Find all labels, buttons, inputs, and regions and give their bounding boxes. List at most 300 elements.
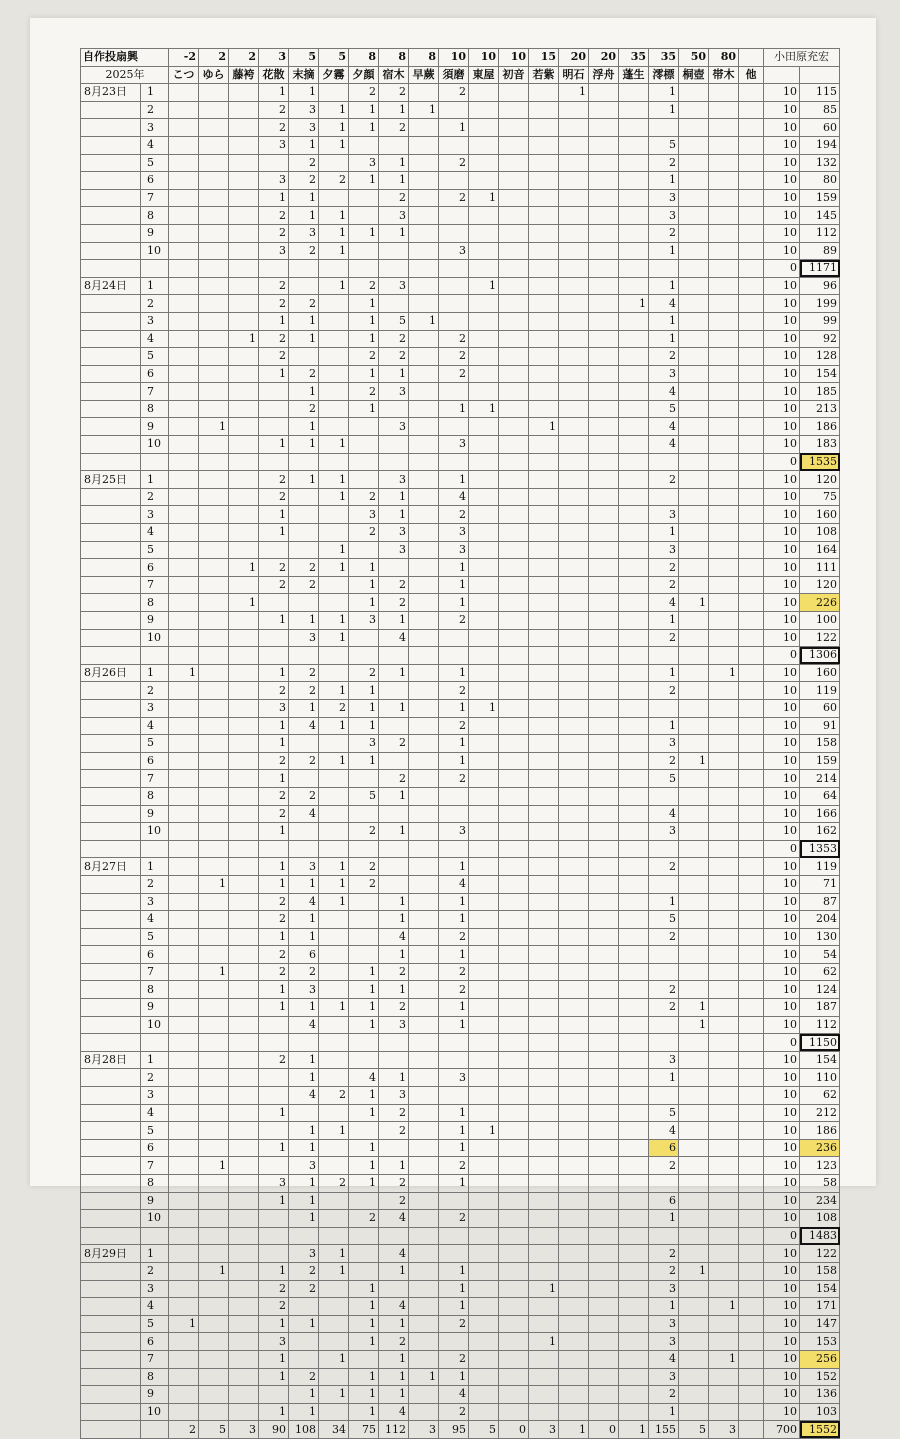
count-cell [679, 471, 709, 489]
count-cell: 3 [379, 1087, 409, 1105]
count-cell: 1 [319, 1262, 349, 1280]
count-cell: 1 [349, 717, 379, 735]
count-cell [409, 787, 439, 805]
date-label [81, 1104, 141, 1122]
count-cell [709, 893, 739, 911]
count-cell: 5 [649, 911, 679, 929]
count-cell [469, 858, 499, 876]
round-row [81, 823, 840, 841]
round-number [141, 647, 169, 665]
count-cell: 1 [439, 893, 469, 911]
count-cell [169, 453, 199, 471]
count-cell: 1 [259, 524, 289, 542]
score-cell: 119 [800, 682, 840, 700]
round-number: 8 [141, 207, 169, 225]
date-label [81, 999, 141, 1017]
count-cell: 1 [649, 664, 679, 682]
count-cell [409, 946, 439, 964]
count-cell [559, 1122, 589, 1140]
count-cell [319, 1069, 349, 1087]
count-cell [739, 365, 764, 383]
count-cell: 1 [379, 1350, 409, 1368]
count-cell [739, 348, 764, 366]
throws-cell: 10 [764, 418, 800, 436]
count-cell [289, 348, 319, 366]
round-row [81, 682, 840, 700]
count-cell [619, 682, 649, 700]
score-cell: 185 [800, 383, 840, 401]
count-cell [529, 295, 559, 313]
score-cell: 112 [800, 224, 840, 242]
count-cell [529, 488, 559, 506]
round-row [81, 576, 840, 594]
count-cell [529, 787, 559, 805]
count-cell: 2 [379, 1333, 409, 1351]
count-cell: 5 [649, 136, 679, 154]
date-label [81, 207, 141, 225]
count-cell [199, 911, 229, 929]
count-cell [739, 1087, 764, 1105]
count-cell [589, 612, 619, 630]
count-cell: 1 [349, 752, 379, 770]
count-cell [229, 101, 259, 119]
round-row [81, 277, 840, 295]
empty-cell [764, 66, 800, 84]
column-score: 10 [439, 49, 469, 67]
count-cell [559, 453, 589, 471]
count-cell: 3 [259, 242, 289, 260]
count-cell [529, 101, 559, 119]
count-cell [619, 189, 649, 207]
count-cell: 2 [289, 559, 319, 577]
count-cell [619, 1403, 649, 1421]
count-cell [439, 1192, 469, 1210]
count-cell [619, 1333, 649, 1351]
count-cell [289, 647, 319, 665]
count-cell [259, 541, 289, 559]
date-label [81, 1210, 141, 1228]
date-label [81, 928, 141, 946]
count-cell: 1 [679, 1016, 709, 1034]
count-cell [589, 1227, 619, 1245]
count-cell [739, 1210, 764, 1228]
count-cell [499, 1192, 529, 1210]
count-cell [589, 1262, 619, 1280]
count-cell [469, 453, 499, 471]
count-cell [589, 911, 619, 929]
count-cell [589, 805, 619, 823]
round-row [81, 154, 840, 172]
count-cell: 4 [649, 1350, 679, 1368]
count-cell [169, 893, 199, 911]
column-score: 8 [349, 49, 379, 67]
round-row [81, 365, 840, 383]
date-label [81, 559, 141, 577]
round-number: 4 [141, 1298, 169, 1316]
count-cell [619, 84, 649, 102]
score-cell: 87 [800, 893, 840, 911]
count-cell [619, 242, 649, 260]
count-cell [199, 541, 229, 559]
count-cell [679, 488, 709, 506]
score-cell: 1353 [800, 840, 840, 858]
count-cell [529, 1227, 559, 1245]
count-cell [739, 84, 764, 102]
round-row [81, 1016, 840, 1034]
count-cell: 2 [439, 154, 469, 172]
count-cell [229, 1016, 259, 1034]
count-cell [199, 1333, 229, 1351]
count-cell [229, 383, 259, 401]
date-label [81, 647, 141, 665]
round-number: 2 [141, 1069, 169, 1087]
count-cell: 1 [319, 207, 349, 225]
count-cell [169, 735, 199, 753]
count-cell [469, 893, 499, 911]
count-cell: 2 [649, 1262, 679, 1280]
count-cell [559, 805, 589, 823]
count-cell [169, 260, 199, 278]
count-cell [679, 717, 709, 735]
count-cell [589, 752, 619, 770]
count-cell: 2 [379, 84, 409, 102]
count-cell [559, 1069, 589, 1087]
count-cell [589, 541, 619, 559]
count-cell [709, 928, 739, 946]
count-cell [469, 1175, 499, 1193]
count-cell: 2 [349, 84, 379, 102]
count-cell [559, 1034, 589, 1052]
count-cell [409, 752, 439, 770]
count-cell [199, 400, 229, 418]
count-cell: 1 [649, 612, 679, 630]
count-cell [529, 207, 559, 225]
date-label [81, 1421, 141, 1439]
count-cell [169, 488, 199, 506]
round-number: 6 [141, 752, 169, 770]
score-cell: 153 [800, 1333, 840, 1351]
count-cell [379, 1051, 409, 1069]
count-cell: 4 [649, 418, 679, 436]
count-cell [619, 840, 649, 858]
column-name: 若紫 [529, 66, 559, 84]
count-cell [589, 946, 619, 964]
count-cell: 2 [439, 612, 469, 630]
count-cell [679, 1175, 709, 1193]
count-cell [679, 1298, 709, 1316]
count-cell [559, 1016, 589, 1034]
count-cell [319, 400, 349, 418]
count-cell: 2 [439, 770, 469, 788]
count-cell [679, 981, 709, 999]
count-cell [229, 524, 259, 542]
date-label [81, 1016, 141, 1034]
throws-cell: 10 [764, 172, 800, 190]
count-cell [319, 1280, 349, 1298]
count-cell [739, 770, 764, 788]
count-cell [589, 312, 619, 330]
count-cell [529, 400, 559, 418]
count-cell: 2 [439, 981, 469, 999]
round-row [81, 735, 840, 753]
column-score: 5 [289, 49, 319, 67]
count-cell [619, 136, 649, 154]
count-cell [289, 735, 319, 753]
count-cell [679, 1315, 709, 1333]
count-cell [229, 1175, 259, 1193]
count-cell: 1 [259, 1403, 289, 1421]
round-row [81, 928, 840, 946]
count-cell [589, 1104, 619, 1122]
count-cell: 3 [289, 101, 319, 119]
count-cell [409, 242, 439, 260]
count-cell [529, 1245, 559, 1263]
count-cell [559, 418, 589, 436]
count-cell [529, 735, 559, 753]
round-row [81, 787, 840, 805]
count-cell: 3 [349, 612, 379, 630]
count-cell [409, 682, 439, 700]
count-cell: 2 [349, 488, 379, 506]
count-cell: 3 [379, 471, 409, 489]
count-cell [169, 471, 199, 489]
count-cell: 1 [259, 664, 289, 682]
count-cell [619, 963, 649, 981]
count-cell [529, 84, 559, 102]
count-cell: 1 [319, 752, 349, 770]
count-cell: 1 [229, 330, 259, 348]
count-cell [229, 207, 259, 225]
count-cell [739, 1122, 764, 1140]
count-cell [229, 1192, 259, 1210]
count-cell [229, 1315, 259, 1333]
count-cell: 1 [289, 418, 319, 436]
count-cell [649, 1175, 679, 1193]
count-cell: 1 [259, 365, 289, 383]
count-cell [469, 154, 499, 172]
count-cell: 1 [439, 735, 469, 753]
count-cell [739, 752, 764, 770]
round-number: 9 [141, 1192, 169, 1210]
count-cell: 1 [259, 735, 289, 753]
count-cell [559, 348, 589, 366]
count-cell: 3 [289, 1245, 319, 1263]
count-cell [679, 1386, 709, 1404]
count-cell [229, 699, 259, 717]
count-cell [529, 260, 559, 278]
count-cell [349, 1192, 379, 1210]
count-cell [499, 1386, 529, 1404]
count-cell [319, 1016, 349, 1034]
score-cell: 96 [800, 277, 840, 295]
count-cell [199, 999, 229, 1017]
count-cell [499, 295, 529, 313]
count-cell [169, 576, 199, 594]
date-label [81, 1087, 141, 1105]
count-cell [589, 172, 619, 190]
score-cell: 58 [800, 1175, 840, 1193]
count-cell [499, 805, 529, 823]
count-cell [679, 1192, 709, 1210]
count-cell [679, 260, 709, 278]
date-label [81, 612, 141, 630]
count-cell: 2 [439, 84, 469, 102]
count-cell [409, 1227, 439, 1245]
count-cell [589, 295, 619, 313]
count-cell [469, 647, 499, 665]
count-cell: 2 [439, 1210, 469, 1228]
count-cell: 2 [259, 330, 289, 348]
column-name: 帯木 [709, 66, 739, 84]
day-total-row [81, 647, 840, 665]
count-cell: 3 [379, 277, 409, 295]
count-cell: 3 [649, 541, 679, 559]
count-cell: 2 [379, 594, 409, 612]
count-cell: 2 [259, 963, 289, 981]
count-cell [349, 1350, 379, 1368]
count-cell [169, 224, 199, 242]
throws-cell: 10 [764, 136, 800, 154]
count-cell: 3 [529, 1421, 559, 1439]
count-cell [409, 629, 439, 647]
count-cell: 1 [469, 699, 499, 717]
round-number: 9 [141, 224, 169, 242]
count-cell [469, 295, 499, 313]
count-cell [169, 365, 199, 383]
count-cell [529, 541, 559, 559]
count-cell [559, 1051, 589, 1069]
count-cell [169, 1368, 199, 1386]
count-cell [739, 1298, 764, 1316]
count-cell [679, 1333, 709, 1351]
count-cell [469, 436, 499, 454]
count-cell [469, 770, 499, 788]
count-cell [589, 840, 619, 858]
count-cell: 2 [259, 893, 289, 911]
count-cell [709, 506, 739, 524]
date-label: 8月24日 [81, 277, 141, 295]
score-cell: 64 [800, 787, 840, 805]
score-cell: 60 [800, 699, 840, 717]
count-cell: 3 [289, 981, 319, 999]
count-cell [559, 717, 589, 735]
count-cell [739, 858, 764, 876]
count-cell [559, 893, 589, 911]
count-cell [499, 1210, 529, 1228]
count-cell [169, 594, 199, 612]
count-cell [229, 1280, 259, 1298]
count-cell [529, 612, 559, 630]
count-cell [619, 506, 649, 524]
count-cell: 1 [349, 1386, 379, 1404]
count-cell [349, 260, 379, 278]
count-cell [559, 1350, 589, 1368]
count-cell: 4 [289, 893, 319, 911]
count-cell [739, 1403, 764, 1421]
score-cell: 112 [800, 1016, 840, 1034]
count-cell [199, 1403, 229, 1421]
count-cell [169, 1034, 199, 1052]
count-cell: 1 [439, 946, 469, 964]
count-cell [739, 330, 764, 348]
count-cell: 3 [649, 189, 679, 207]
throws-cell: 0 [764, 1034, 800, 1052]
round-number [141, 1227, 169, 1245]
date-label [81, 330, 141, 348]
count-cell: 3 [289, 858, 319, 876]
count-cell [289, 1350, 319, 1368]
count-cell [739, 1139, 764, 1157]
count-cell: 3 [289, 629, 319, 647]
count-cell [469, 1386, 499, 1404]
count-cell: 2 [259, 1298, 289, 1316]
score-cell: 158 [800, 735, 840, 753]
count-cell [469, 119, 499, 137]
count-cell [559, 823, 589, 841]
count-cell [499, 699, 529, 717]
count-cell: 1 [379, 1386, 409, 1404]
count-cell: 1 [259, 436, 289, 454]
date-label [81, 1262, 141, 1280]
count-cell [349, 805, 379, 823]
count-cell [559, 612, 589, 630]
count-cell [559, 752, 589, 770]
count-cell [499, 875, 529, 893]
count-cell [679, 1157, 709, 1175]
count-cell: 1 [439, 999, 469, 1017]
count-cell [499, 682, 529, 700]
count-cell [709, 260, 739, 278]
count-cell [529, 664, 559, 682]
count-cell [559, 1175, 589, 1193]
count-cell [589, 1350, 619, 1368]
count-cell [709, 488, 739, 506]
count-cell [739, 1315, 764, 1333]
count-cell [229, 436, 259, 454]
count-cell [529, 1210, 559, 1228]
count-cell [469, 559, 499, 577]
round-number: 6 [141, 1333, 169, 1351]
count-cell [229, 277, 259, 295]
count-cell: 2 [289, 576, 319, 594]
count-cell [409, 1175, 439, 1193]
count-cell: 1 [379, 1069, 409, 1087]
throws-cell: 10 [764, 1368, 800, 1386]
count-cell [319, 805, 349, 823]
count-cell [529, 136, 559, 154]
count-cell [679, 1122, 709, 1140]
count-cell [199, 119, 229, 137]
count-cell [499, 154, 529, 172]
count-cell [229, 664, 259, 682]
count-cell [469, 418, 499, 436]
count-cell [409, 436, 439, 454]
count-cell [589, 330, 619, 348]
count-cell [229, 348, 259, 366]
count-cell: 4 [349, 1069, 379, 1087]
day-total-row [81, 840, 840, 858]
count-cell [589, 699, 619, 717]
count-cell [619, 312, 649, 330]
count-cell [589, 1034, 619, 1052]
count-cell: 1 [439, 1016, 469, 1034]
count-cell [499, 770, 529, 788]
count-cell [259, 1386, 289, 1404]
count-cell [529, 330, 559, 348]
count-cell: 4 [289, 717, 319, 735]
count-cell: 1 [529, 1280, 559, 1298]
count-cell [529, 1034, 559, 1052]
